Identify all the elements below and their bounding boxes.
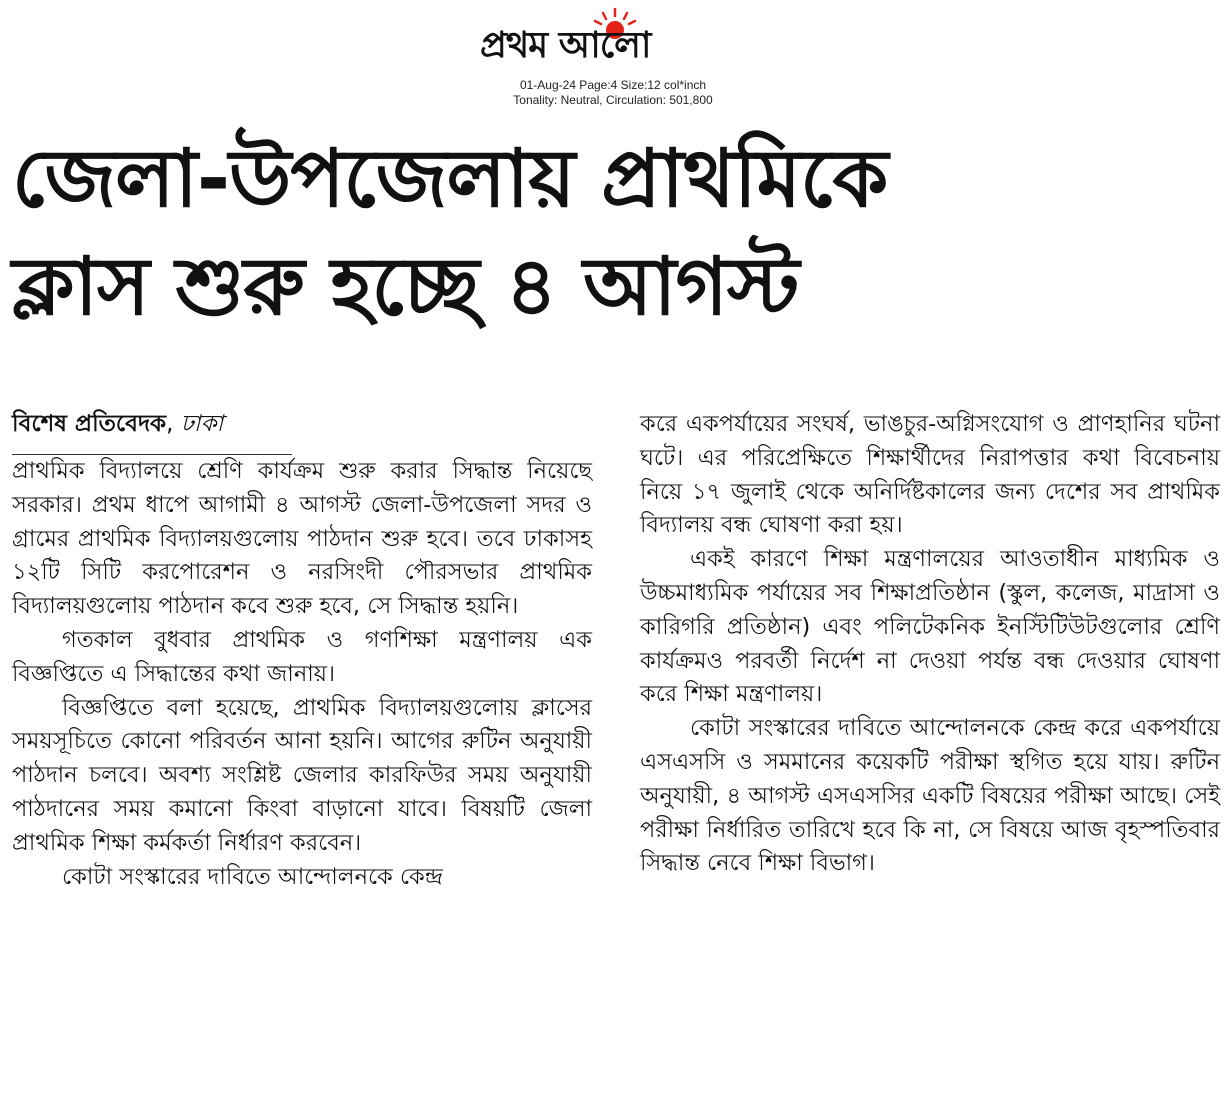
article-column-right (640, 408, 1220, 881)
paragraph-left-1: প্রাথমিক বিদ্যালয়ে শ্রেণি কার্যক্রম শুরু করার সিদ্ধান্ত নিয়েছে সরকার। প্রথম ধাপে আগামী ৪ আগস্ট জেলা-উপজেলা সদর ও গ্রামের প্রাথমিক বিদ্যালয়গুলোয় পাঠদান শুরু হবে। তবে ঢাকাসহ ১২টি সিটি করপোরেশন ও নরসিংদী পৌরসভার প্রাথমিক বিদ্যালয়গুলোয় পাঠদান কবে শুরু হবে, সে সিদ্ধান্ত হয়নি। (12, 458, 592, 620)
paragraph-left-2: গতকাল বুধবার প্রাথমিক ও গণশিক্ষা মন্ত্রণালয় এক বিজ্ঞপ্তিতে এ সিদ্ধান্তের কথা জানায়। (12, 626, 592, 687)
paragraph-right-1: করে একপর্যায়ের সংঘর্ষ, ভাঙচুর-অগ্নিসংযোগ ও প্রাণহানির ঘটনা ঘটে। এর পরিপ্রেক্ষিতে শিক্ষার্থীদের নিরাপত্তার কথা বিবেচনায় নিয়ে ১৭ জুলাই থেকে অনির্দিষ্টকালের জন্য দেশের সব প্রাথমিক বিদ্যালয় বন্ধ ঘোষণা করা হয়। (640, 411, 1220, 539)
paragraph-right-2: একই কারণে শিক্ষা মন্ত্রণালয়ের আওতাধীন মাধ্যমিক ও উচ্চমাধ্যমিক পর্যায়ের সব শিক্ষাপ্রতিষ্ঠান (স্কুল, কলেজ, মাদ্রাসা ও কারিগরি প্রতিষ্ঠান) এবং পলিটেকনিক ইনস্টিটিউটগুলোর শ্রেণি কার্যক্রমও পরবর্তী নির্দেশ না দেওয়া পর্যন্ত বন্ধ দেওয়ার ঘোষণা করে শিক্ষা মন্ত্রণালয়। (640, 546, 1220, 708)
paragraph-left-4: কোটা সংস্কারের দাবিতে আন্দোলনকে কেন্দ্র (62, 863, 444, 890)
paragraph-left-3: বিজ্ঞপ্তিতে বলা হয়েছে, প্রাথমিক বিদ্যালয়গুলোয় ক্লাসের সময়সূচিতে কোনো পরিবর্তন আনা হয়নি। আগের রুটিন অনুযায়ী পাঠদান চলবে। অবশ্য সংশ্লিষ্ট জেলার কারফিউর সময় অনুযায়ী পাঠদানের সময় কমানো কিংবা বাড়ানো যাবে। বিষয়টি জেলা প্রাথমিক শিক্ষা কর্মকর্তা নির্ধারণ করবেন। (12, 694, 592, 856)
masthead (440, 6, 790, 68)
article-column-left (12, 455, 592, 894)
byline (12, 405, 223, 444)
headline-line-2: ক্লাস শুরু হচ্ছে ৪ আগস্ট (12, 240, 799, 333)
headline-line-1: জেলা-উপজেলায় প্রাথমিকে (12, 132, 888, 225)
article-headline (12, 125, 1212, 341)
byline-location: ঢাকা (180, 411, 224, 437)
clipping-meta-line2: Tonality: Neutral, Circulation: 501,800 (513, 93, 713, 107)
clipping-meta-line1: 01-Aug-24 Page:4 Size:12 col*inch (519, 78, 707, 92)
byline-reporter: বিশেষ প্রতিবেদক (12, 411, 167, 437)
byline-separator: , (166, 411, 181, 437)
newspaper-logo: প্রথম আলো (480, 25, 651, 66)
paragraph-right-3: কোটা সংস্কারের দাবিতে আন্দোলনকে কেন্দ্র করে একপর্যায়ে এসএসসি ও সমমানের কয়েকটি পরীক্ষা স্থগিত হয়ে যায়। রুটিন অনুযায়ী, ৪ আগস্ট এসএসসির একটি বিষয়ের পরীক্ষা আছে। সেই পরীক্ষা নির্ধারিত তারিখে হবে কি না, সে বিষয়ে আজ বৃহস্পতিবার সিদ্ধান্ত নেবে শিক্ষা বিভাগ। (640, 715, 1220, 877)
